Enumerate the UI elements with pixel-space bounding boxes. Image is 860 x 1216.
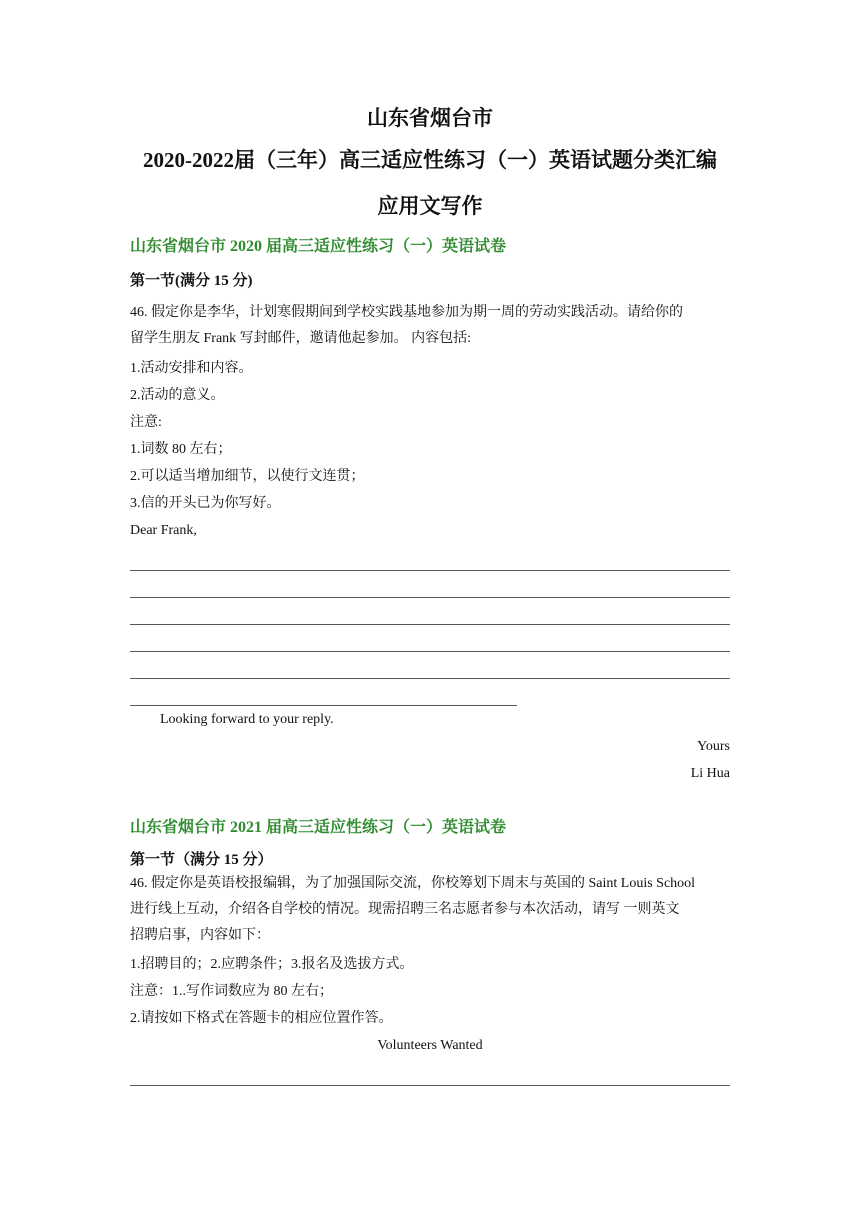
content-items-2021: 1.招聘目的；2.应聘条件；3.报名及选拔方式。	[130, 957, 414, 972]
answer-line	[130, 625, 730, 652]
answer-line	[130, 544, 730, 571]
note-item-1: 1.词数 80 左右；	[130, 442, 232, 457]
subheading-2021: 第一节（满分 15 分）	[130, 852, 273, 868]
question-2020-line2: 留学生朋友 Frank 写封邮件，邀请他起参加。 内容包括:	[130, 331, 472, 346]
answer-line	[130, 571, 730, 598]
note-item-3: 3.信的开头已为你写好。	[130, 496, 281, 511]
answer-line	[130, 652, 730, 679]
answer-line	[130, 598, 730, 625]
question-2020-line1: 46. 假定你是李华，计划寒假期间到学校实践基地参加为期一周的劳动实践活动。请给你的	[130, 305, 683, 320]
subheading-2020: 第一节(满分 15 分)	[130, 273, 253, 289]
section-heading-2020: 山东省烟台市 2020 届高三适应性练习（一）英语试卷	[130, 238, 507, 255]
letter-closing: Looking forward to your reply.	[160, 712, 334, 727]
section-heading-2021: 山东省烟台市 2021 届高三适应性练习（一）英语试卷	[130, 819, 507, 836]
title-collection: 2020-2022届（三年）高三适应性练习（一）英语试题分类汇编	[143, 148, 717, 172]
answer-line	[130, 1059, 730, 1086]
note-item-2: 2.可以适当增加细节，以使行文连贯；	[130, 469, 365, 484]
answer-line-short	[130, 679, 517, 706]
note-2021-1: 注意：1..写作词数应为 80 左右；	[130, 984, 333, 999]
question-2021-line1: 46. 假定你是英语校报编辑，为了加强国际交流，你校筹划下周末与英国的 Saint Louis School	[130, 876, 696, 891]
format-title: Volunteers Wanted	[377, 1038, 483, 1053]
content-item-2: 2.活动的意义。	[130, 388, 225, 403]
title-region: 山东省烟台市	[367, 106, 493, 130]
letter-salutation: Dear Frank,	[130, 523, 197, 538]
content-item-1: 1.活动安排和内容。	[130, 361, 253, 376]
question-2021-line3: 招聘启事，内容如下：	[130, 928, 270, 943]
letter-signoff: Yours	[697, 739, 730, 754]
title-topic: 应用文写作	[377, 194, 483, 218]
question-2021-line2: 进行线上互动，介绍各自学校的情况。现需招聘三名志愿者参与本次活动，请写 一则英文	[130, 902, 680, 917]
page-content	[130, 100, 730, 1086]
note-label: 注意:	[130, 415, 162, 430]
letter-signature: Li Hua	[690, 766, 730, 781]
note-2021-2: 2.请按如下格式在答题卡的相应位置作答。	[130, 1011, 393, 1026]
